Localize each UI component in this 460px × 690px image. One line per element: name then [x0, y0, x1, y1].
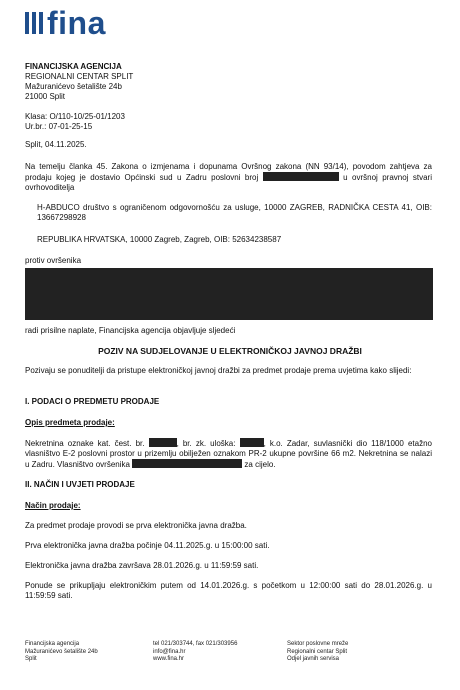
section-1-heading: I. PODACI O PREDMETU PRODAJE: [25, 397, 160, 406]
footer-region: Regionalni centar Split: [287, 648, 348, 655]
footer-phone: tel 021/303744, fax 021/303956: [153, 641, 238, 647]
creditor-1: H-ABDUCO društvo s ograničenom odgovornošću za usluge, 10000 ZAGREB, RADNIČKA CESTA 41, OIB: 13667298928: [37, 203, 432, 222]
intro-paragraph: [25, 162, 432, 193]
desc-text-a: Nekretnina oznake kat. čest. br.: [25, 439, 145, 448]
sender-city: 21000 Split: [25, 92, 66, 101]
sale-method-text: Za predmet prodaje provodi se prva elektronička javna dražba.: [25, 521, 247, 530]
intro-text-1: Na temelju članka 45. Zakona o izmjenama i dopunama Ovršnog zakona (NN 93/14), povodom zahtjeva za prodaju kojeg je dostavio Općinski sud u Zadru poslovni broj: [25, 162, 432, 182]
footer-email: info@fina.hr: [153, 648, 186, 655]
subsection-1-heading: Opis predmeta prodaje:: [25, 418, 115, 427]
redacted-land-register-number: [240, 438, 264, 447]
sender-street: Mažuranićevo šetalište 24b: [25, 82, 122, 91]
property-description: [25, 438, 432, 470]
logo-bars-icon: [25, 12, 43, 34]
footer-web: www.fina.hr: [153, 656, 185, 662]
redacted-case-number: [263, 172, 339, 181]
footer-department: [287, 641, 348, 664]
subsection-2-heading: Način prodaje:: [25, 501, 81, 510]
footer-contact: [153, 641, 237, 664]
auction-end-text: Elektronička javna dražba završava 28.01.2026.g. u 11:59:59 sati.: [25, 561, 259, 570]
klasa: Klasa: O/110-10/25-01/1203: [25, 112, 125, 121]
footer-address: [25, 641, 98, 664]
intro-text-2: u ovršnoj pravnoj stvari ovrhovoditelja: [25, 173, 433, 192]
fina-logo: [25, 6, 106, 40]
desc-text-b: , br. zk. uloška:: [176, 439, 236, 448]
footer-sector: Sektor poslovne mreže: [287, 641, 349, 647]
sender-block: [25, 62, 133, 102]
creditor-2: REPUBLIKA HRVATSKA, 10000 Zagreb, Zagreb, OIB: 52634238587: [37, 235, 282, 244]
sender-name: FINANCIJSKA AGENCIJA: [25, 62, 122, 71]
document-date: Split, 04.11.2025.: [25, 140, 87, 149]
urbr: Ur.br.: 07-01-25-15: [25, 122, 93, 131]
auction-start-text: Prva elektronička javna dražba počinje 04.11.2025.g. u 15:00:00 sati.: [25, 541, 270, 550]
desc-text-d: za cijelo.: [244, 460, 276, 469]
footer-org: Financijska agencija: [25, 641, 80, 647]
notice-heading: POZIV NA SUDJELOVANJE U ELEKTRONIČKOJ JAVNOJ DRAŽBI: [98, 346, 362, 356]
redacted-debtor-block: [25, 268, 433, 320]
redacted-debtor-name: [132, 459, 242, 468]
desc-text-c: , k.o. Zadar, suvlasnički dio 118/1000 etažno vlasništvo E-2 poslovni prostor u prizemlju obilježen oznakom PR-2 ukupne površine 66 m2. Nekretnina se nalazi u Zadru. Vlasništvo ovršenika: [25, 439, 432, 469]
redacted-parcel-number: [149, 438, 177, 447]
logo-text: fina: [47, 5, 106, 41]
against-label: protiv ovršenika: [25, 256, 82, 265]
bid-period-text: Ponude se prikupljaju elektroničkim putem od 14.01.2026.g. s početkom u 12:00:00 sati do 28.01.2026.g. u 11:59:59 sati.: [25, 581, 432, 600]
invite-paragraph: Pozivaju se ponuditelji da pristupe elektroničkoj javnoj dražbi za predmet prodaje prema uvjetima kako slijedi:: [25, 366, 412, 375]
footer-unit: Odjel javnih servisa: [287, 656, 340, 662]
section-2-heading: II. NAČIN I UVJETI PRODAJE: [25, 480, 135, 489]
footer-street: Mažuranićevo šetalište 24b: [25, 648, 98, 655]
sender-center: REGIONALNI CENTAR SPLIT: [25, 72, 134, 81]
purpose-text: radi prisilne naplate, Financijska agencija objavljuje sljedeći: [25, 326, 236, 335]
reference-block: [25, 112, 125, 132]
footer-city: Split: [25, 656, 37, 662]
